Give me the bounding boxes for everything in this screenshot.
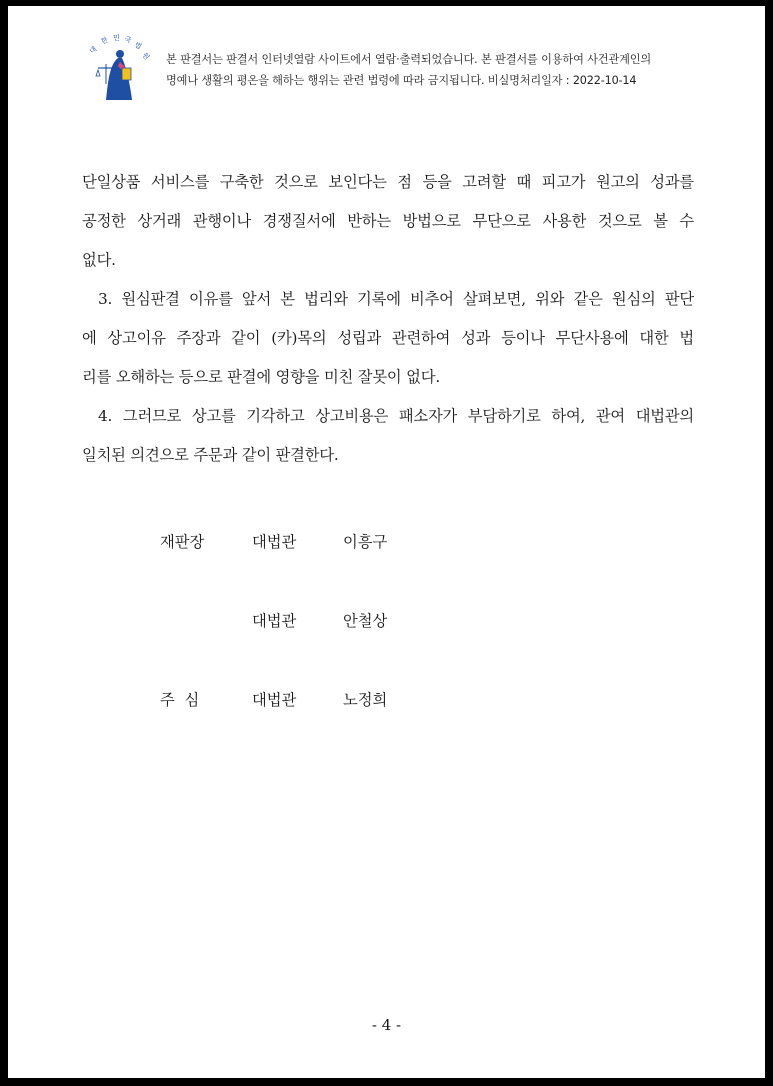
notice-line-2: 명예나 생활의 평온을 해하는 행위는 관련 법령에 따라 금지됩니다. 비실명처리일자 : 2022-10-14 bbox=[166, 74, 637, 87]
body-line: 4. 그러므로 상고를 기각하고 상고비용은 패소자가 부담하기로 하여, 관여 대법관의 bbox=[98, 407, 694, 425]
signature-name: 노정희 bbox=[343, 691, 388, 709]
body-line: 일치된 의견으로 주문과 같이 판결한다. bbox=[82, 446, 339, 464]
signature-role: 재판장 bbox=[160, 533, 205, 551]
svg-text:한: 한 bbox=[99, 36, 110, 46]
signature-name: 이흥구 bbox=[343, 533, 388, 551]
viewing-notice bbox=[166, 49, 746, 91]
svg-text:원: 원 bbox=[140, 51, 151, 62]
document-page bbox=[8, 6, 765, 1078]
body-line: 공정한 상거래 관행이나 경쟁질서에 반하는 방법으로 무단으로 사용한 것으로 볼 수 bbox=[82, 212, 694, 230]
body-line: 없다. bbox=[82, 251, 116, 269]
notice-line-1: 본 판결서는 판결서 인터넷열람 사이트에서 열람·출력되었습니다. 본 판결서를 이용하여 사건관계인의 bbox=[166, 53, 652, 66]
body-line: 리를 오해하는 등으로 판결에 영향을 미친 잘못이 없다. bbox=[82, 368, 440, 386]
judgment-body bbox=[82, 163, 694, 475]
signature-title: 대법관 bbox=[252, 691, 297, 709]
page-number: - 4 - bbox=[371, 1016, 402, 1034]
signature-role: 주 심 bbox=[160, 691, 200, 709]
body-line: 단일상품 서비스를 구축한 것으로 보인다는 점 등을 고려할 때 피고가 원고의 성과를 bbox=[82, 173, 694, 191]
svg-text:대: 대 bbox=[88, 45, 99, 56]
body-line: 3. 원심판결 이유를 앞서 본 법리와 기록에 비추어 살펴보면, 위와 같은 원심의 판단 bbox=[98, 290, 694, 308]
signature-title: 대법관 bbox=[252, 533, 297, 551]
svg-text:국: 국 bbox=[123, 35, 133, 45]
court-emblem-logo bbox=[80, 28, 160, 108]
signature-title: 대법관 bbox=[252, 612, 297, 630]
body-line: 에 상고이유 주장과 같이 (카)목의 성립과 관련하여 성과 등이나 무단사용에 대한 법 bbox=[82, 329, 694, 347]
svg-text:민: 민 bbox=[113, 34, 120, 42]
svg-text:법: 법 bbox=[133, 40, 143, 52]
justice-emblem-icon bbox=[80, 28, 160, 108]
signature-name: 안철상 bbox=[343, 612, 388, 630]
